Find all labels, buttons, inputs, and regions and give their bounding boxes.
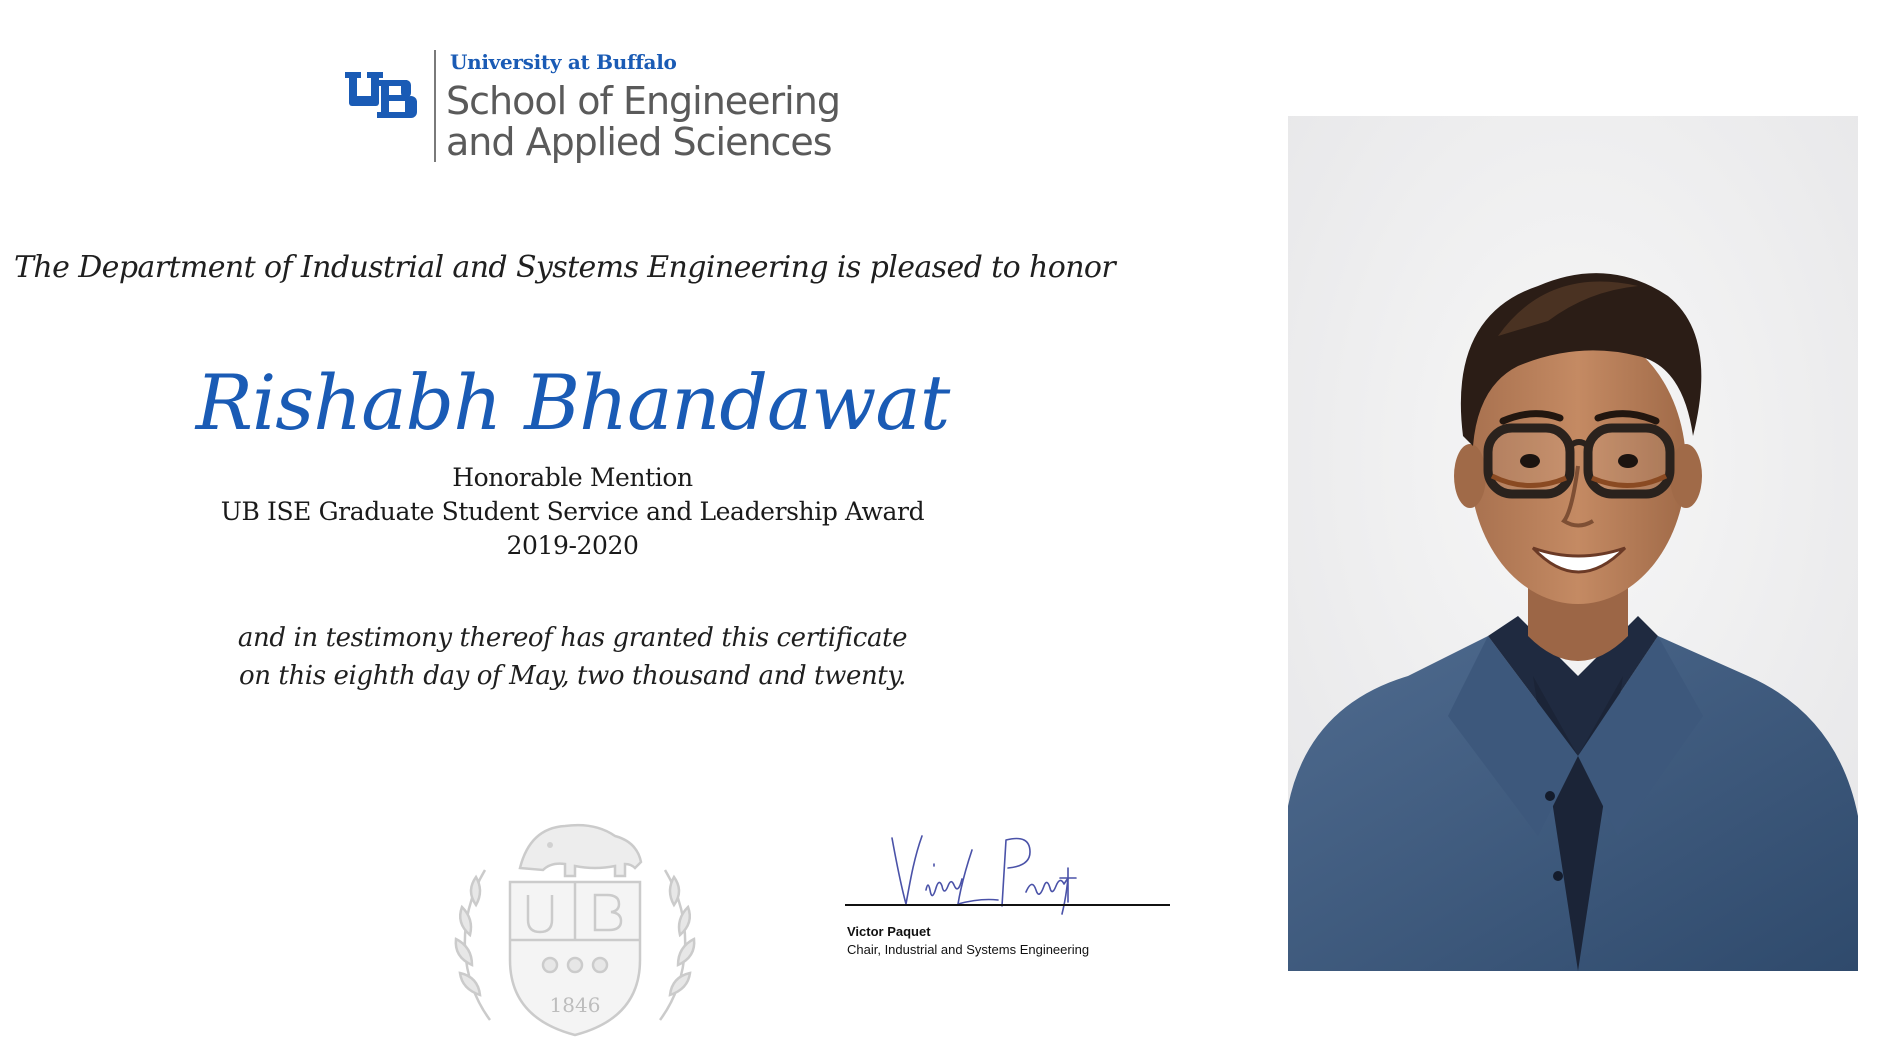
university-seal-icon	[450, 790, 700, 1040]
handwritten-signature	[880, 820, 1090, 930]
testimony-line2: on this eighth day of May, two thousand and twenty.	[238, 661, 907, 691]
signer-title: Chair, Industrial and Systems Engineering	[847, 942, 1090, 957]
signer-name: Victor Paquet	[847, 924, 931, 939]
testimony-line1: and in testimony thereof has granted this certificate	[237, 623, 908, 653]
signature-line	[845, 904, 1170, 906]
award-year: 2019-2020	[506, 531, 639, 560]
portrait-photo	[1288, 116, 1858, 971]
logo-divider	[434, 50, 436, 162]
award-title: UB ISE Graduate Student Service and Leadership Award	[220, 497, 925, 526]
logo-university-name: University at Buffalo	[450, 50, 677, 74]
certificate-intro: The Department of Industrial and Systems Engineering is pleased to honor	[14, 250, 1116, 285]
award-honor: Honorable Mention	[452, 463, 693, 492]
ub-logo-icon	[345, 70, 425, 120]
recipient-name: Rishabh Bhandawat	[195, 358, 950, 447]
seal-year: 1846	[549, 993, 601, 1017]
logo-school-line2: and Applied Sciences	[446, 120, 832, 164]
logo-school-line1: School of Engineering	[446, 79, 840, 123]
